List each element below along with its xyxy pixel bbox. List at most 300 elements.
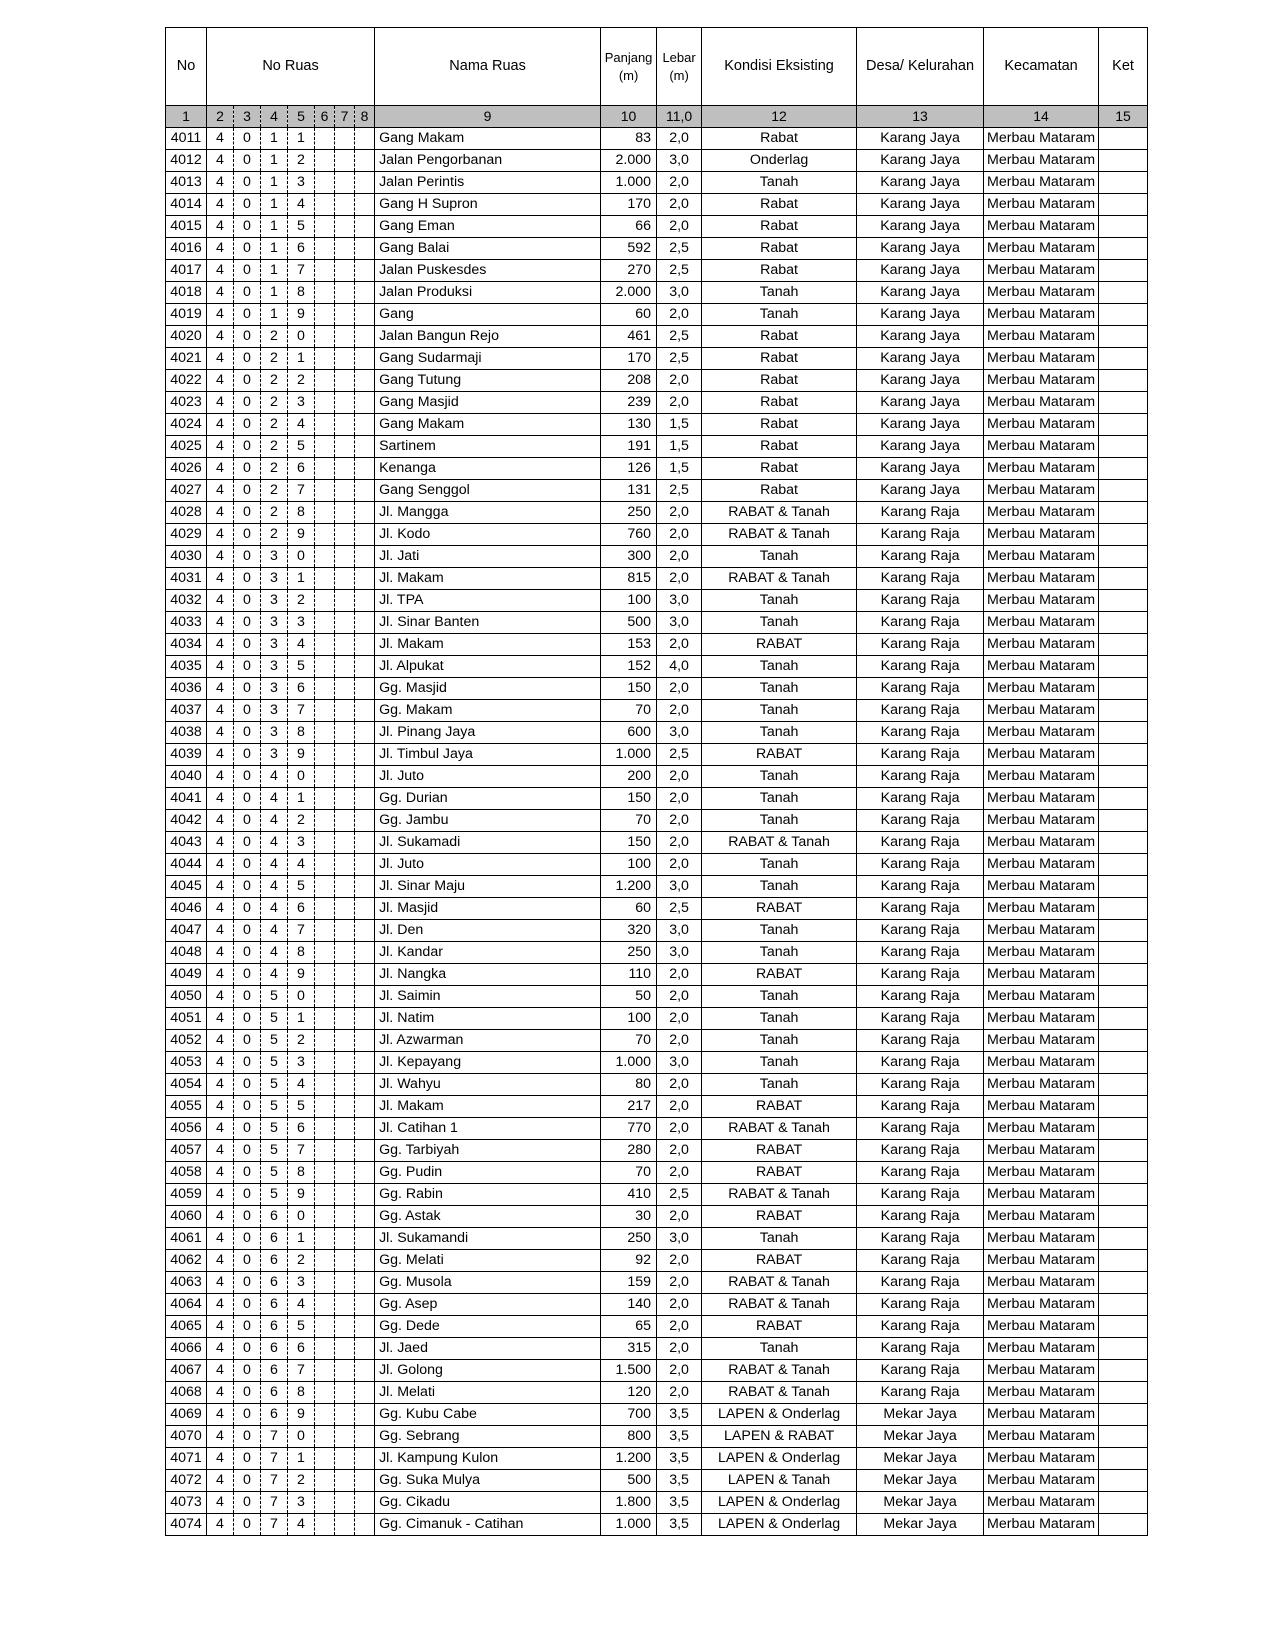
panjang-value: 250 — [601, 942, 657, 964]
ruas-digit: 0 — [288, 986, 315, 1008]
ruas-digit-empty — [335, 744, 355, 766]
ruas-digit-empty — [355, 1250, 375, 1272]
ruas-digit: 0 — [234, 1492, 261, 1514]
ruas-digit: 7 — [288, 700, 315, 722]
ruas-digit-empty — [355, 1338, 375, 1360]
desa-value: Karang Raja — [857, 1228, 984, 1250]
ruas-digit-empty — [335, 832, 355, 854]
lebar-value: 3,5 — [657, 1470, 702, 1492]
lebar-value: 2,5 — [657, 326, 702, 348]
table-row — [166, 1360, 1148, 1382]
ruas-digit-empty — [315, 964, 335, 986]
desa-value: Karang Jaya — [857, 216, 984, 238]
ruas-digit-empty — [315, 326, 335, 348]
lebar-value: 2,0 — [657, 216, 702, 238]
ruas-digit: 8 — [288, 722, 315, 744]
ruas-digit: 7 — [261, 1492, 288, 1514]
ruas-digit: 0 — [234, 1074, 261, 1096]
row-number: 4040 — [166, 766, 207, 788]
table-row — [166, 1404, 1148, 1426]
ruas-digit: 1 — [288, 568, 315, 590]
kecamatan-value: Merbau Mataram — [984, 128, 1099, 150]
ruas-digit-empty — [335, 260, 355, 282]
ruas-digit: 2 — [261, 370, 288, 392]
ket-value — [1099, 964, 1148, 986]
ruas-digit: 1 — [261, 282, 288, 304]
ruas-digit: 0 — [234, 942, 261, 964]
ruas-digit: 6 — [261, 1404, 288, 1426]
ruas-digit: 0 — [234, 766, 261, 788]
lebar-value: 2,0 — [657, 1008, 702, 1030]
ruas-digit: 4 — [261, 832, 288, 854]
ruas-digit-empty — [315, 172, 335, 194]
nama-ruas: Jl. Juto — [375, 766, 601, 788]
table-row — [166, 766, 1148, 788]
row-number: 4022 — [166, 370, 207, 392]
ruas-digit: 0 — [234, 392, 261, 414]
ket-value — [1099, 502, 1148, 524]
table-row — [166, 238, 1148, 260]
ruas-digit: 0 — [234, 1360, 261, 1382]
ruas-digit-empty — [335, 392, 355, 414]
nama-ruas: Jl. Timbul Jaya — [375, 744, 601, 766]
panjang-value: 150 — [601, 678, 657, 700]
kondisi-value: Rabat — [702, 238, 857, 260]
nama-ruas: Jl. Makam — [375, 634, 601, 656]
ket-value — [1099, 810, 1148, 832]
kondisi-value: Tanah — [702, 810, 857, 832]
ruas-digit: 2 — [261, 326, 288, 348]
nama-ruas: Jl. Makam — [375, 1096, 601, 1118]
ruas-digit: 4 — [207, 656, 234, 678]
desa-value: Karang Raja — [857, 854, 984, 876]
ruas-digit: 4 — [207, 1316, 234, 1338]
ruas-digit: 1 — [288, 1228, 315, 1250]
ruas-digit: 3 — [288, 832, 315, 854]
nama-ruas: Gg. Durian — [375, 788, 601, 810]
panjang-value: 100 — [601, 854, 657, 876]
column-number-cell: 2 — [207, 106, 234, 128]
ruas-digit-empty — [355, 766, 375, 788]
ruas-digit-empty — [335, 1360, 355, 1382]
ruas-digit: 4 — [207, 304, 234, 326]
ket-value — [1099, 612, 1148, 634]
ket-value — [1099, 744, 1148, 766]
lebar-value: 3,0 — [657, 590, 702, 612]
ruas-digit-empty — [335, 194, 355, 216]
ruas-digit: 0 — [234, 1338, 261, 1360]
row-number: 4055 — [166, 1096, 207, 1118]
nama-ruas: Gg. Pudin — [375, 1162, 601, 1184]
ruas-digit-empty — [355, 392, 375, 414]
kondisi-value: Tanah — [702, 282, 857, 304]
ruas-digit: 4 — [207, 194, 234, 216]
panjang-value: 126 — [601, 458, 657, 480]
ruas-digit-empty — [335, 326, 355, 348]
panjang-value: 60 — [601, 304, 657, 326]
ruas-digit: 0 — [234, 1206, 261, 1228]
table-row — [166, 1338, 1148, 1360]
ket-value — [1099, 1008, 1148, 1030]
table-row — [166, 458, 1148, 480]
ruas-digit: 4 — [261, 920, 288, 942]
ruas-digit-empty — [355, 1382, 375, 1404]
ruas-digit-empty — [335, 568, 355, 590]
ruas-digit-empty — [335, 458, 355, 480]
ruas-digit-empty — [315, 1404, 335, 1426]
kecamatan-value: Merbau Mataram — [984, 348, 1099, 370]
ruas-digit-empty — [315, 1294, 335, 1316]
ruas-digit: 4 — [207, 436, 234, 458]
ruas-digit: 8 — [288, 1382, 315, 1404]
road-inventory-table — [165, 27, 1148, 1536]
nama-ruas: Jl. TPA — [375, 590, 601, 612]
ruas-digit-empty — [315, 150, 335, 172]
ruas-digit: 8 — [288, 1162, 315, 1184]
desa-value: Karang Raja — [857, 502, 984, 524]
nama-ruas: Jl. Sukamandi — [375, 1228, 601, 1250]
row-number: 4018 — [166, 282, 207, 304]
ruas-digit-empty — [355, 1272, 375, 1294]
desa-value: Karang Jaya — [857, 480, 984, 502]
row-number: 4067 — [166, 1360, 207, 1382]
kondisi-value: Tanah — [702, 1338, 857, 1360]
panjang-value: 300 — [601, 546, 657, 568]
nama-ruas: Jalan Pengorbanan — [375, 150, 601, 172]
nama-ruas: Gg. Jambu — [375, 810, 601, 832]
panjang-value: 170 — [601, 194, 657, 216]
table-row — [166, 194, 1148, 216]
panjang-value: 130 — [601, 414, 657, 436]
ruas-digit-empty — [315, 480, 335, 502]
desa-value: Karang Jaya — [857, 150, 984, 172]
ruas-digit: 0 — [234, 282, 261, 304]
lebar-value: 4,0 — [657, 656, 702, 678]
desa-value: Karang Jaya — [857, 304, 984, 326]
ruas-digit: 9 — [288, 1404, 315, 1426]
panjang-value: 1.000 — [601, 744, 657, 766]
ket-value — [1099, 656, 1148, 678]
desa-value: Karang Raja — [857, 1008, 984, 1030]
ruas-digit-empty — [355, 1448, 375, 1470]
panjang-value: 592 — [601, 238, 657, 260]
table-row — [166, 1206, 1148, 1228]
lebar-value: 2,5 — [657, 238, 702, 260]
ket-value — [1099, 1272, 1148, 1294]
ruas-digit: 0 — [234, 634, 261, 656]
lebar-value: 2,5 — [657, 744, 702, 766]
row-number: 4011 — [166, 128, 207, 150]
row-number: 4027 — [166, 480, 207, 502]
ruas-digit-empty — [355, 1162, 375, 1184]
kecamatan-value: Merbau Mataram — [984, 414, 1099, 436]
lebar-value: 2,0 — [657, 700, 702, 722]
ket-value — [1099, 282, 1148, 304]
ruas-digit: 4 — [207, 414, 234, 436]
ruas-digit: 0 — [234, 326, 261, 348]
lebar-value: 2,0 — [657, 128, 702, 150]
ruas-digit: 4 — [207, 282, 234, 304]
ruas-digit: 0 — [234, 854, 261, 876]
ruas-digit: 4 — [207, 964, 234, 986]
kecamatan-value: Merbau Mataram — [984, 1096, 1099, 1118]
nama-ruas: Jl. Natim — [375, 1008, 601, 1030]
kondisi-value: Tanah — [702, 986, 857, 1008]
ruas-digit: 4 — [207, 1184, 234, 1206]
kondisi-value: Tanah — [702, 722, 857, 744]
ruas-digit: 4 — [207, 458, 234, 480]
lebar-value: 3,0 — [657, 722, 702, 744]
ruas-digit: 4 — [207, 744, 234, 766]
ruas-digit: 5 — [261, 1184, 288, 1206]
kecamatan-value: Merbau Mataram — [984, 1118, 1099, 1140]
nama-ruas: Gang — [375, 304, 601, 326]
table-row — [166, 590, 1148, 612]
ket-value — [1099, 1316, 1148, 1338]
kondisi-value: Rabat — [702, 436, 857, 458]
ket-value — [1099, 1492, 1148, 1514]
row-number: 4051 — [166, 1008, 207, 1030]
table-row — [166, 700, 1148, 722]
ruas-digit-empty — [355, 1030, 375, 1052]
panjang-value: 150 — [601, 832, 657, 854]
ruas-digit-empty — [315, 876, 335, 898]
ruas-digit: 0 — [234, 1294, 261, 1316]
ruas-digit-empty — [355, 458, 375, 480]
ruas-digit: 3 — [288, 1272, 315, 1294]
ruas-digit: 1 — [261, 238, 288, 260]
panjang-value: 250 — [601, 1228, 657, 1250]
ruas-digit: 5 — [261, 986, 288, 1008]
panjang-value: 66 — [601, 216, 657, 238]
kecamatan-value: Merbau Mataram — [984, 282, 1099, 304]
ruas-digit: 1 — [261, 260, 288, 282]
ruas-digit: 3 — [261, 590, 288, 612]
ket-value — [1099, 546, 1148, 568]
table-row — [166, 1470, 1148, 1492]
kondisi-value: Tanah — [702, 788, 857, 810]
ruas-digit: 4 — [261, 788, 288, 810]
row-number: 4025 — [166, 436, 207, 458]
ruas-digit: 7 — [261, 1514, 288, 1536]
ruas-digit: 4 — [207, 348, 234, 370]
kecamatan-value: Merbau Mataram — [984, 1052, 1099, 1074]
ruas-digit: 3 — [261, 744, 288, 766]
ruas-digit: 0 — [288, 766, 315, 788]
ruas-digit-empty — [315, 986, 335, 1008]
ruas-digit-empty — [315, 788, 335, 810]
ruas-digit-empty — [355, 876, 375, 898]
table-body — [166, 128, 1148, 1536]
ruas-digit-empty — [355, 700, 375, 722]
desa-value: Karang Raja — [857, 612, 984, 634]
ruas-digit-empty — [355, 436, 375, 458]
column-number-cell: 8 — [355, 106, 375, 128]
ruas-digit: 3 — [261, 678, 288, 700]
table-row — [166, 150, 1148, 172]
nama-ruas: Jl. Masjid — [375, 898, 601, 920]
header-panjang: Panjang (m) — [601, 28, 657, 106]
ruas-digit: 4 — [207, 392, 234, 414]
ruas-digit-empty — [355, 194, 375, 216]
header-desa: Desa/ Kelurahan — [857, 28, 984, 106]
ruas-digit-empty — [315, 414, 335, 436]
panjang-value: 270 — [601, 260, 657, 282]
lebar-value: 3,5 — [657, 1404, 702, 1426]
panjang-value: 92 — [601, 1250, 657, 1272]
nama-ruas: Jl. Pinang Jaya — [375, 722, 601, 744]
ruas-digit-empty — [335, 1096, 355, 1118]
ruas-digit: 4 — [207, 678, 234, 700]
nama-ruas: Gg. Sebrang — [375, 1426, 601, 1448]
ruas-digit: 5 — [261, 1140, 288, 1162]
row-number: 4056 — [166, 1118, 207, 1140]
lebar-value: 2,0 — [657, 1316, 702, 1338]
kondisi-value: RABAT & Tanah — [702, 832, 857, 854]
ruas-digit: 5 — [288, 656, 315, 678]
ruas-digit-empty — [335, 1008, 355, 1030]
kondisi-value: Tanah — [702, 172, 857, 194]
kondisi-value: Tanah — [702, 1228, 857, 1250]
panjang-value: 131 — [601, 480, 657, 502]
table-row — [166, 832, 1148, 854]
ruas-digit-empty — [335, 546, 355, 568]
ruas-digit-empty — [335, 898, 355, 920]
kecamatan-value: Merbau Mataram — [984, 722, 1099, 744]
ruas-digit: 4 — [261, 964, 288, 986]
row-number: 4014 — [166, 194, 207, 216]
ruas-digit-empty — [315, 1338, 335, 1360]
ruas-digit-empty — [315, 1140, 335, 1162]
table-row — [166, 128, 1148, 150]
nama-ruas: Gang Masjid — [375, 392, 601, 414]
ruas-digit: 4 — [207, 1250, 234, 1272]
ruas-digit: 0 — [234, 1404, 261, 1426]
kondisi-value: RABAT — [702, 1206, 857, 1228]
ruas-digit: 7 — [261, 1448, 288, 1470]
nama-ruas: Jalan Produksi — [375, 282, 601, 304]
lebar-value: 3,0 — [657, 612, 702, 634]
ruas-digit-empty — [335, 678, 355, 700]
ruas-digit-empty — [355, 414, 375, 436]
row-number: 4073 — [166, 1492, 207, 1514]
ruas-digit: 5 — [261, 1118, 288, 1140]
ket-value — [1099, 216, 1148, 238]
panjang-value: 152 — [601, 656, 657, 678]
nama-ruas: Jl. Makam — [375, 568, 601, 590]
header-kondisi: Kondisi Eksisting — [702, 28, 857, 106]
ruas-digit: 6 — [288, 898, 315, 920]
row-number: 4038 — [166, 722, 207, 744]
lebar-value: 2,0 — [657, 1162, 702, 1184]
desa-value: Mekar Jaya — [857, 1404, 984, 1426]
kecamatan-value: Merbau Mataram — [984, 260, 1099, 282]
ket-value — [1099, 590, 1148, 612]
table-row — [166, 1140, 1148, 1162]
row-number: 4016 — [166, 238, 207, 260]
row-number: 4054 — [166, 1074, 207, 1096]
ruas-digit-empty — [355, 1118, 375, 1140]
ruas-digit: 4 — [261, 854, 288, 876]
panjang-value: 70 — [601, 700, 657, 722]
ruas-digit: 0 — [234, 986, 261, 1008]
panjang-value: 815 — [601, 568, 657, 590]
table-row — [166, 920, 1148, 942]
header-lebar: Lebar (m) — [657, 28, 702, 106]
ruas-digit: 0 — [234, 898, 261, 920]
kondisi-value: Tanah — [702, 876, 857, 898]
row-number: 4030 — [166, 546, 207, 568]
row-number: 4045 — [166, 876, 207, 898]
ruas-digit-empty — [335, 788, 355, 810]
row-number: 4071 — [166, 1448, 207, 1470]
lebar-value: 2,0 — [657, 568, 702, 590]
header-ket: Ket — [1099, 28, 1148, 106]
lebar-value: 2,0 — [657, 1096, 702, 1118]
ruas-digit-empty — [355, 898, 375, 920]
ruas-digit: 0 — [234, 1228, 261, 1250]
ruas-digit-empty — [335, 1184, 355, 1206]
nama-ruas: Jl. Melati — [375, 1382, 601, 1404]
lebar-value: 1,5 — [657, 458, 702, 480]
ket-value — [1099, 1404, 1148, 1426]
ruas-digit: 0 — [234, 678, 261, 700]
lebar-value: 3,0 — [657, 876, 702, 898]
ket-value — [1099, 568, 1148, 590]
ket-value — [1099, 194, 1148, 216]
kecamatan-value: Merbau Mataram — [984, 898, 1099, 920]
desa-value: Karang Raja — [857, 898, 984, 920]
table-row — [166, 172, 1148, 194]
ruas-digit: 4 — [207, 568, 234, 590]
nama-ruas: Jl. Mangga — [375, 502, 601, 524]
ruas-digit-empty — [355, 678, 375, 700]
panjang-value: 410 — [601, 1184, 657, 1206]
row-number: 4019 — [166, 304, 207, 326]
ket-value — [1099, 150, 1148, 172]
desa-value: Karang Jaya — [857, 238, 984, 260]
lebar-value: 3,0 — [657, 1228, 702, 1250]
kondisi-value: Tanah — [702, 656, 857, 678]
ruas-digit: 6 — [261, 1360, 288, 1382]
ruas-digit: 1 — [261, 172, 288, 194]
ruas-digit-empty — [315, 942, 335, 964]
ruas-digit: 0 — [234, 568, 261, 590]
panjang-value: 500 — [601, 1470, 657, 1492]
ruas-digit: 1 — [288, 1008, 315, 1030]
row-number: 4047 — [166, 920, 207, 942]
ruas-digit: 2 — [288, 1470, 315, 1492]
kecamatan-value: Merbau Mataram — [984, 964, 1099, 986]
ruas-digit: 4 — [261, 876, 288, 898]
ruas-digit-empty — [315, 700, 335, 722]
kondisi-value: RABAT & Tanah — [702, 1118, 857, 1140]
ruas-digit: 0 — [234, 348, 261, 370]
ket-value — [1099, 1184, 1148, 1206]
lebar-value: 3,0 — [657, 942, 702, 964]
lebar-value: 2,0 — [657, 194, 702, 216]
table-row — [166, 370, 1148, 392]
row-number: 4058 — [166, 1162, 207, 1184]
ruas-digit: 0 — [234, 1052, 261, 1074]
ruas-digit-empty — [315, 216, 335, 238]
kondisi-value: RABAT — [702, 1316, 857, 1338]
desa-value: Karang Jaya — [857, 172, 984, 194]
ruas-digit: 4 — [288, 194, 315, 216]
column-number-cell: 3 — [234, 106, 261, 128]
kecamatan-value: Merbau Mataram — [984, 238, 1099, 260]
column-number-row — [166, 106, 1148, 128]
